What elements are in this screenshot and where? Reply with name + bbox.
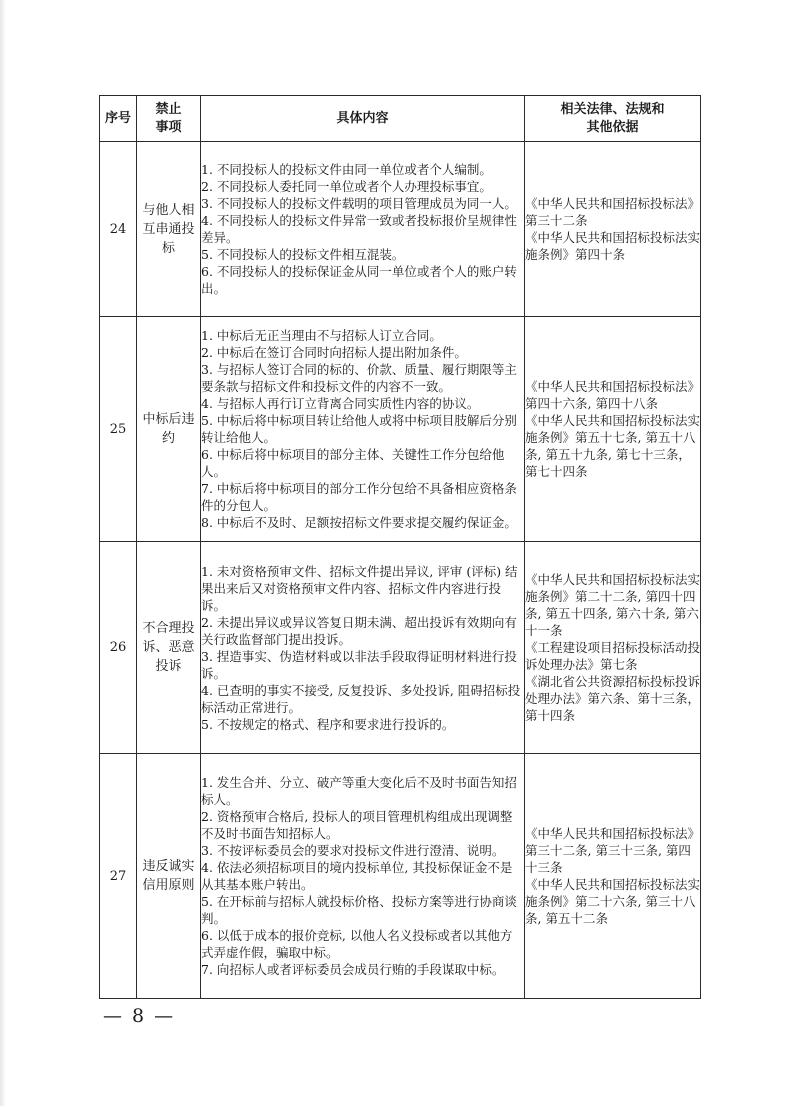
legal-basis-item: 《中华人民共和国招标投标法》第三十二条, 第三十三条, 第四十三条	[525, 826, 701, 875]
legal-basis-item: 《中华人民共和国招标投标法实施条例》第二十六条, 第三十八条, 第五十二条	[525, 877, 701, 926]
legal-basis-item: 《中华人民共和国招标投标法实施条例》第四十条	[525, 230, 701, 262]
legal-basis-item: 《工程建设项目招标投标活动投诉处理办法》第七条	[525, 640, 701, 672]
header-item	[137, 96, 201, 142]
content-item: 1. 中标后无正当理由不与招标人订立合同。	[201, 328, 442, 343]
content-item: 6. 以低于成本的报价竞标, 以他人名义投标或者以其他方式弄虚作假，骗取中标。	[201, 928, 513, 960]
content-item: 2. 资格预审合格后, 投标人的项目管理机构组成出现调整不及时书面告知招标人。	[201, 809, 513, 841]
page-number: — 8 —	[103, 1005, 176, 1027]
content-item: 3. 不按评标委员会的要求对投标文件进行澄清、说明。	[201, 843, 505, 858]
legal-basis-item: 《湖北省公共资源招标投标投诉处理办法》第六条、第十三条，第十四条	[525, 674, 701, 723]
content-item: 2. 中标后在签订合同时向招标人提出附加条件。	[201, 345, 467, 360]
table-row	[100, 142, 701, 317]
legal-basis-item: 《中华人民共和国招标投标法》第四十六条, 第四十八条	[525, 379, 701, 411]
content-item: 4. 已查明的事实不接受, 反复投诉、多处投诉, 阻碍招标投标活动正常进行。	[201, 682, 521, 715]
legal-basis-item: 《中华人民共和国招标投标法》第三十二条	[525, 196, 701, 228]
table-header-row	[100, 96, 701, 142]
table-body	[100, 142, 701, 999]
row-legal-basis	[525, 542, 701, 754]
header-basis	[525, 96, 701, 142]
content-item: 1. 发生合并、分立、破产等重大变化后不及时书面告知招标人。	[201, 775, 517, 807]
row-number: 24	[100, 142, 137, 317]
content-item: 2. 不同投标人委托同一单位或者个人办理投标事宜。	[201, 179, 492, 194]
content-item: 7. 中标后将中标项目的部分工作分包给不具备相应资格条件的分包人。	[201, 481, 517, 513]
row-legal-basis	[525, 317, 701, 542]
header-no: 序号	[100, 96, 137, 142]
table-row	[100, 317, 701, 542]
header-basis-label: 相关法律、法规和 其他依据	[560, 101, 665, 135]
row-content	[201, 317, 525, 542]
content-item: 1. 不同投标人的投标文件由同一单位或者个人编制。	[201, 162, 492, 177]
legal-basis-item: 《中华人民共和国招标投标法实施条例》第二十二条, 第四十四条, 第五十四条, 第六十条, 第六十一条	[525, 572, 701, 638]
row-legal-basis	[525, 754, 701, 999]
legal-basis-item: 《中华人民共和国招标投标法实施条例》第五十七条, 第五十八条, 第五十九条, 第七十三条，第七十四条	[525, 413, 701, 479]
content-item: 3. 捏造事实、伪造材料或以非法手段取得证明材料进行投诉。	[201, 648, 517, 681]
table-row	[100, 542, 701, 754]
prohibited-items-table	[99, 95, 701, 999]
content-item: 5. 不同投标人的投标文件相互混装。	[201, 247, 405, 262]
content-item: 4. 不同投标人的投标文件异常一致或者投标报价呈规律性差异。	[201, 213, 517, 245]
table-row	[100, 754, 701, 999]
row-content	[201, 754, 525, 999]
content-item: 8. 中标后不及时、足额按招标文件要求提交履约保证金。	[201, 515, 517, 530]
content-item: 3. 不同投标人的投标文件载明的项目管理成员为同一人。	[201, 196, 517, 211]
content-item: 5. 不按规定的格式、程序和要求进行投诉的。	[201, 716, 455, 732]
content-item: 4. 依法必须招标项目的境内投标单位, 其投标保证金不是从其基本账户转出。	[201, 860, 513, 892]
header-content: 具体内容	[201, 96, 525, 142]
content-item: 2. 未提出异议或异议答复日期未满、超出投诉有效期向有关行政监督部门提出投诉。	[201, 614, 517, 647]
content-item: 6. 不同投标人的投标保证金从同一单位或者个人的账户转出。	[201, 264, 517, 296]
row-content	[201, 542, 525, 754]
content-item: 6. 中标后将中标项目的部分主体、关键性工作分包给他人。	[201, 447, 505, 479]
row-prohibited-item: 违反诚实信用原则	[137, 754, 201, 999]
row-prohibited-item: 与他人相互串通投标	[137, 142, 201, 317]
row-legal-basis	[525, 142, 701, 317]
content-item: 3. 与招标人签订合同的标的、价款、质量、履行期限等主要条款与招标文件和投标文件的内容不一致。	[201, 362, 517, 394]
content-item: 5. 在开标前与招标人就投标价格、投标方案等进行协商谈判。	[201, 894, 517, 926]
row-number: 26	[100, 542, 137, 754]
content-item: 1. 未对资格预审文件、招标文件提出异议, 评审 (评标) 结果出来后又对资格预审文件内容、招标文件内容进行投诉。	[201, 563, 518, 613]
row-prohibited-item: 不合理投诉、恶意投诉	[137, 542, 201, 754]
row-content	[201, 142, 525, 317]
page-edge	[0, 0, 6, 1106]
row-number: 27	[100, 754, 137, 999]
header-item-label: 禁止 事项	[155, 101, 182, 135]
row-prohibited-item: 中标后违约	[137, 317, 201, 542]
content-item: 7. 向招标人或者评标委员会成员行贿的手段谋取中标。	[201, 962, 505, 977]
content-item: 4. 与招标人再行订立背离合同实质性内容的协议。	[201, 396, 480, 411]
row-number: 25	[100, 317, 137, 542]
content-item: 5. 中标后将中标项目转让给他人或将中标项目肢解后分别转让给他人。	[201, 413, 517, 445]
